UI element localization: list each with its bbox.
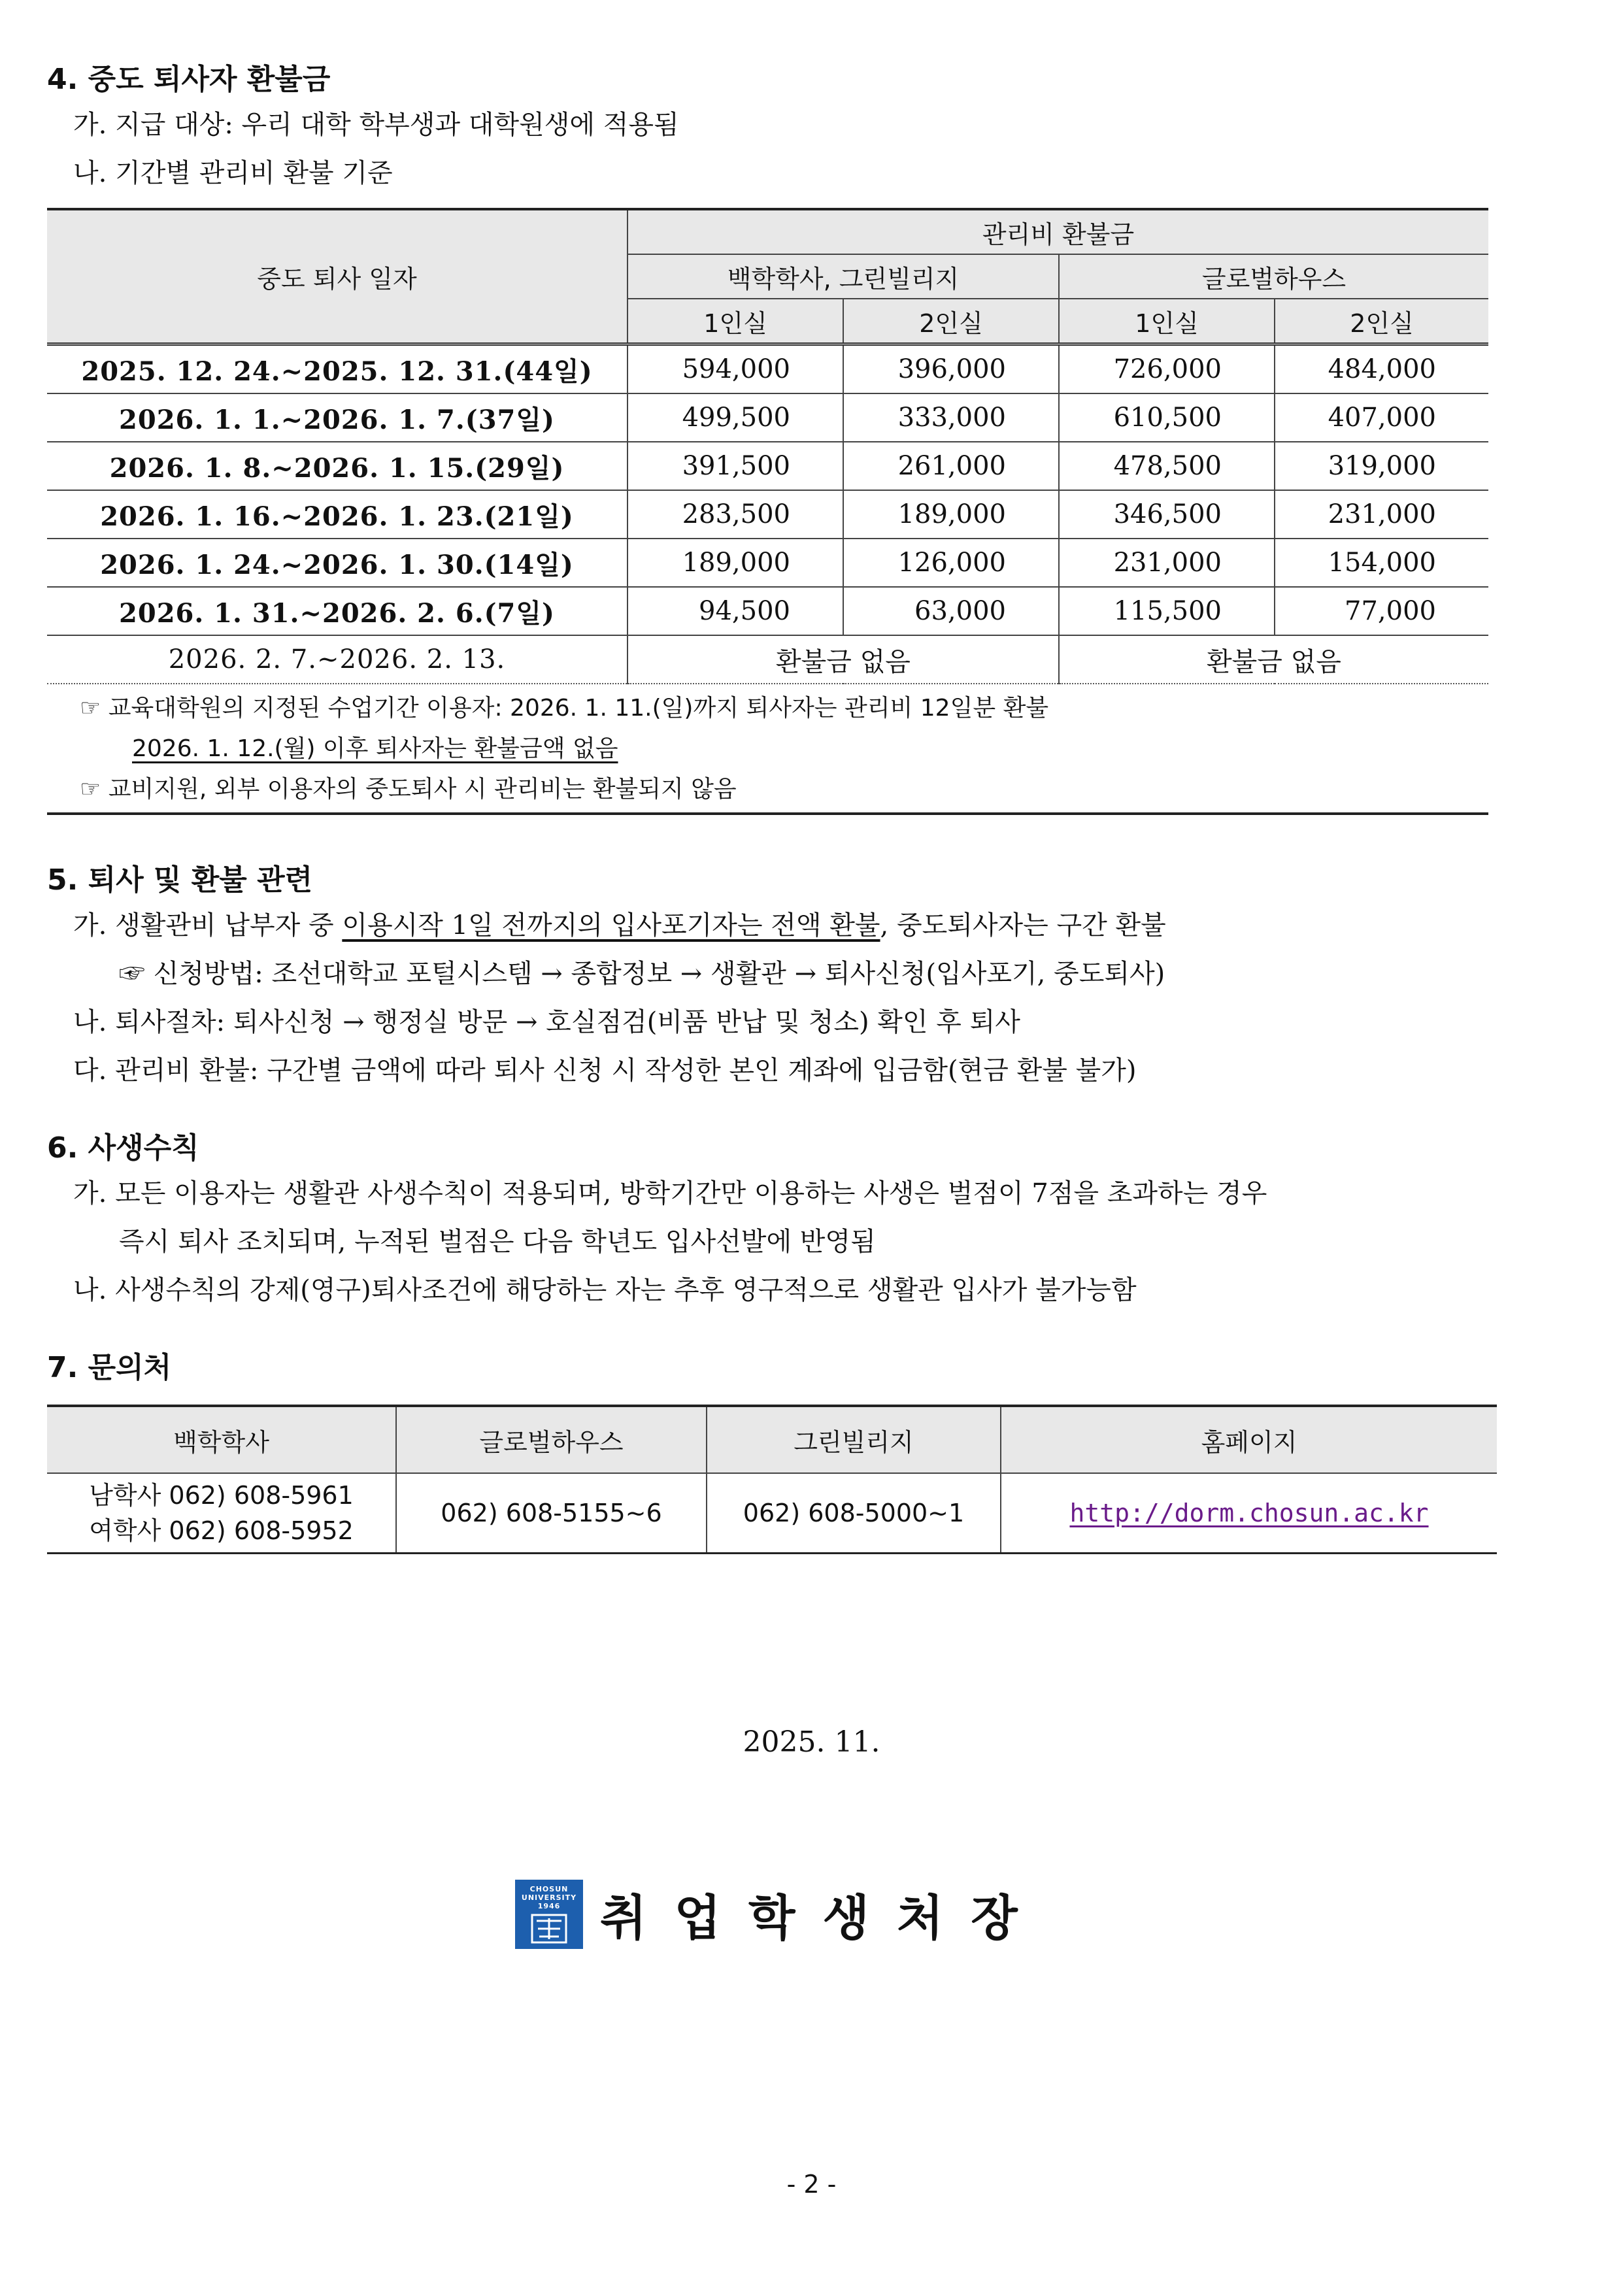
header-baekhak-green: 백학학사, 그린빌리지 (627, 254, 1059, 299)
section-5-title: 5. 퇴사 및 환불 관련 (47, 863, 313, 897)
section-7-title: 7. 문의처 (47, 1351, 172, 1384)
logo-text-3: 1946 (537, 1901, 561, 1910)
cell-a2: 333,000 (843, 393, 1059, 442)
row-date: 2026. 2. 7.~2026. 2. 13. (47, 635, 627, 684)
homepage-cell (1001, 1473, 1497, 1554)
header-a-room2: 2인실 (843, 299, 1059, 344)
baekhak-women-phone: 여학사 062) 608-5952 (89, 1516, 354, 1545)
header-global: 글로벌하우스 (1059, 254, 1488, 299)
cell-b1: 726,000 (1059, 344, 1275, 394)
university-logo (515, 1880, 583, 1949)
row-date: 2026. 1. 8.~2026. 1. 15.(29일) (47, 442, 627, 490)
cell-a1: 499,500 (627, 393, 843, 442)
cell-no-refund-a: 환불금 없음 (627, 635, 1059, 684)
table-row (47, 587, 1488, 635)
table-row (47, 442, 1488, 490)
cell-a2: 126,000 (843, 539, 1059, 587)
table-row (47, 635, 1488, 684)
cell-b1: 610,500 (1059, 393, 1275, 442)
cell-a1: 594,000 (627, 344, 843, 394)
section-6-item-ga-cont: 즉시 퇴사 조치되며, 누적된 벌점은 다음 학년도 입사선발에 반영됨 (119, 1227, 876, 1257)
refund-notes (47, 684, 1488, 815)
table-row (47, 393, 1488, 442)
section-4-title: 4. 중도 퇴사자 환불금 (47, 63, 331, 96)
cell-a2: 63,000 (843, 587, 1059, 635)
row-date: 2025. 12. 24.~2025. 12. 31.(44일) (47, 344, 627, 394)
cell-b1: 478,500 (1059, 442, 1275, 490)
ga-prefix: 가. 생활관비 납부자 중 (73, 910, 343, 940)
page-number: - 2 - (786, 2170, 837, 2199)
header-global-house: 글로벌하우스 (396, 1406, 707, 1473)
table-row (47, 490, 1488, 539)
global-phone: 062) 608-5155~6 (396, 1473, 707, 1554)
note-graduate-sub-text: 2026. 1. 12.(월) 이후 퇴사자는 환불금액 없음 (132, 735, 618, 762)
seal-icon (530, 1913, 568, 1944)
cell-b2: 154,000 (1275, 539, 1488, 587)
ga-suffix: , 중도퇴사자는 구간 환불 (880, 910, 1166, 940)
row-date: 2026. 1. 31.~2026. 2. 6.(7일) (47, 587, 627, 635)
cell-a1: 189,000 (627, 539, 843, 587)
header-date: 중도 퇴사 일자 (47, 209, 627, 344)
table-row (47, 344, 1488, 394)
cell-a1: 94,500 (627, 587, 843, 635)
cell-b2: 407,000 (1275, 393, 1488, 442)
header-refund-group: 관리비 환불금 (627, 209, 1488, 254)
green-phone: 062) 608-5000~1 (707, 1473, 1001, 1554)
refund-table (47, 208, 1488, 684)
section-5-apply-method: ☞ 신청방법: 조선대학교 포털시스템 → 종합정보 → 생활관 → 퇴사신청(입사포기, 중도퇴사) (119, 959, 1165, 989)
section-4-item-ga: 가. 지급 대상: 우리 대학 학부생과 대학원생에 적용됨 (73, 110, 679, 140)
cell-b2: 484,000 (1275, 344, 1488, 394)
signature-block (515, 1879, 1045, 1950)
section-4-item-na: 나. 기간별 관리비 환불 기준 (73, 158, 393, 188)
cell-b1: 231,000 (1059, 539, 1275, 587)
contact-table (47, 1405, 1497, 1554)
cell-b1: 115,500 (1059, 587, 1275, 635)
office-name: 취업학생처장 (600, 1890, 1045, 1946)
note-graduate-sub (47, 729, 1488, 769)
header-b-room2: 2인실 (1275, 299, 1488, 344)
logo-text-2: UNIVERSITY (521, 1893, 577, 1902)
cell-b2: 231,000 (1275, 490, 1488, 539)
header-b-room1: 1인실 (1059, 299, 1275, 344)
document-page (47, 59, 1498, 1554)
section-6-title: 6. 사생수칙 (47, 1131, 199, 1165)
table-row (47, 539, 1488, 587)
row-date: 2026. 1. 24.~2026. 1. 30.(14일) (47, 539, 627, 587)
homepage-link[interactable]: http://dorm.chosun.ac.kr (1069, 1499, 1429, 1527)
header-homepage: 홈페이지 (1001, 1406, 1497, 1473)
baekhak-phones (47, 1473, 396, 1554)
note-external: ☞ 교비지원, 외부 이용자의 중도퇴사 시 관리비는 환불되지 않음 (80, 776, 737, 803)
row-date: 2026. 1. 1.~2026. 1. 7.(37일) (47, 393, 627, 442)
baekhak-men-phone: 남학사 062) 608-5961 (89, 1481, 354, 1510)
cell-a2: 261,000 (843, 442, 1059, 490)
cell-b2: 77,000 (1275, 587, 1488, 635)
cell-no-refund-b: 환불금 없음 (1059, 635, 1488, 684)
section-5-item-na: 나. 퇴사절차: 퇴사신청 → 행정실 방문 → 호실점검(비품 반납 및 청소) 확인 후 퇴사 (73, 1007, 1020, 1037)
section-5-item-da: 다. 관리비 환불: 구간별 금액에 따라 퇴사 신청 시 작성한 본인 계좌에 입금함(현금 환불 불가) (73, 1056, 1137, 1086)
logo-text-1: CHOSUN (529, 1884, 569, 1893)
row-date: 2026. 1. 16.~2026. 1. 23.(21일) (47, 490, 627, 539)
ga-underlined: 이용시작 1일 전까지의 입사포기자는 전액 환불 (342, 910, 880, 940)
cell-a2: 396,000 (843, 344, 1059, 394)
header-green-village: 그린빌리지 (707, 1406, 1001, 1473)
section-6-item-ga: 가. 모든 이용자는 생활관 사생수칙이 적용되며, 방학기간만 이용하는 사생은 벌점이 7점을 초과하는 경우 (73, 1178, 1267, 1208)
section-6-item-na: 나. 사생수칙의 강제(영구)퇴사조건에 해당하는 자는 추후 영구적으로 생활관 입사가 불가능함 (73, 1275, 1137, 1305)
section-5-item-ga (47, 901, 1498, 950)
cell-a1: 391,500 (627, 442, 843, 490)
cell-a2: 189,000 (843, 490, 1059, 539)
cell-b2: 319,000 (1275, 442, 1488, 490)
header-a-room1: 1인실 (627, 299, 843, 344)
header-baekhak: 백학학사 (47, 1406, 396, 1473)
cell-a1: 283,500 (627, 490, 843, 539)
issue-date: 2025. 11. (743, 1725, 880, 1759)
note-graduate: ☞ 교육대학원의 지정된 수업기간 이용자: 2026. 1. 11.(일)까지 퇴사자는 관리비 12일분 환불 (80, 695, 1049, 722)
cell-b1: 346,500 (1059, 490, 1275, 539)
